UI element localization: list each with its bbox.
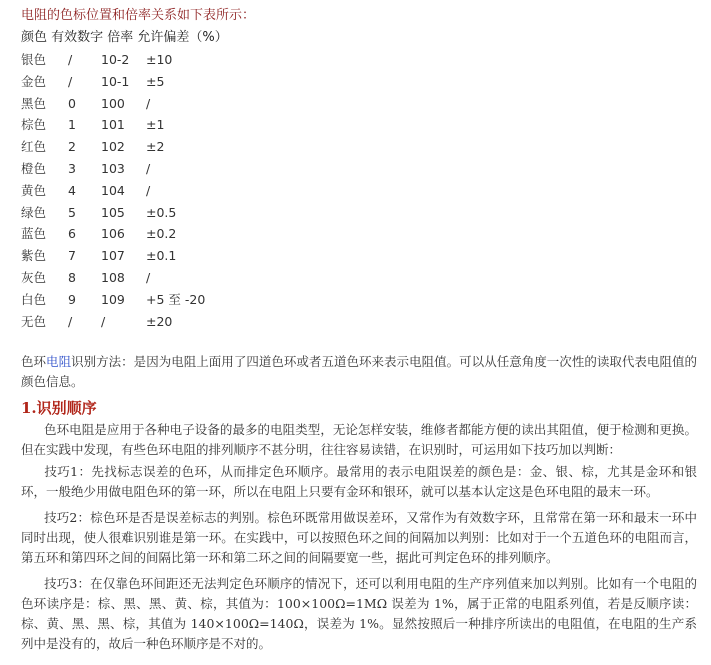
paragraph-tip3-text: 技巧3：在仅靠色环间距还无法判定色环顺序的情况下，还可以利用电阻的生产序列值来加以判别。比如有一个电阻的色环读序是：棕、黑、黑、黄、棕，其值为：100×100Ω=1MΩ 误差为 1%，属于正常的电阻系列值，若是反顺序读：棕、黄、黑、黑、棕，其值为 140×100Ω=140Ω，误差为 1%。显然按照后一种排序所读出的电阻值，在电阻的生产系列中是没有的，故后一种色环顺序是不对的。 (21, 576, 697, 651)
digit-cell: 7 (68, 248, 76, 264)
multiplier-cell: 10-2 (101, 52, 130, 67)
color-name-cell: 白色 (21, 291, 47, 307)
tolerance-cell: ±20 (146, 313, 173, 329)
table-row (0, 226, 711, 242)
table-row (0, 139, 711, 155)
table-row (0, 270, 711, 286)
paragraph-tip2-text: 技巧2：棕色环是否是误差标志的判别。棕色环既常用做误差环，又常作为有效数字环，且常常在第一环和最末一环中同时出现，使人很难识别谁是第一环。在实践中，可以按照色环之间的间隔加以判别：比如对于一个五道色环的电阻而言，第五环和第四环之间的间隔比第一环和第二环之间的间隔要宽一些，据此可判定色环的排列顺序。 (21, 510, 697, 565)
paragraph-tip1-text: 技巧1：先找标志误差的色环，从而排定色环顺序。最常用的表示电阻误差的颜色是：金、银、棕，尤其是金环和银环，一般绝少用做电阻色环的第一环，所以在电阻上只要有金环和银环，就可以基本认定这是色环电阻的最末一环。 (21, 464, 697, 499)
method-suffix: 识别方法：是因为电阻上面用了四道色环或者五道色环来表示电阻值。可以从任意角度一次性的读取代表电阻值的颜色信息。 (21, 354, 697, 389)
tolerance-cell: ±10 (146, 52, 173, 67)
resistor-link[interactable]: 电阻 (46, 354, 72, 369)
section-heading: 1.识别顺序 (21, 399, 97, 417)
paragraph-intro-text: 色环电阻是应用于各种电子设备的最多的电阻类型，无论怎样安装，维修者都能方便的读出其阻值，便于检测和更换。但在实践中发现，有些色环电阻的排列顺序不甚分明，往往容易读错，在识别时，可运用如下技巧加以判断： (21, 422, 697, 457)
multiplier-cell: 105 (101, 204, 125, 220)
color-name-cell: 棕色 (21, 117, 47, 133)
paragraph-tip3 (21, 574, 697, 654)
table-row (0, 117, 711, 133)
tolerance-cell: ±5 (146, 73, 165, 89)
digit-cell: 1 (68, 117, 76, 133)
digit-cell: 8 (68, 270, 76, 285)
tolerance-cell: / (146, 182, 151, 198)
digit-cell: 4 (68, 182, 76, 198)
color-name-cell: 无色 (21, 313, 47, 329)
digit-cell: / (68, 73, 73, 89)
digit-cell: 5 (68, 204, 76, 220)
table-row (0, 248, 711, 264)
tolerance-cell: +5 至 -20 (146, 291, 206, 307)
paragraph-tip2 (21, 508, 697, 568)
tolerance-cell: ±0.2 (146, 226, 177, 242)
method-paragraph (21, 352, 697, 392)
color-name-cell: 银色 (21, 52, 47, 67)
table-row (0, 314, 711, 330)
digit-cell: / (68, 313, 73, 329)
tolerance-cell: ±1 (146, 117, 165, 133)
color-name-cell: 紫色 (21, 248, 47, 264)
table-row (0, 292, 711, 308)
tolerance-cell: ±2 (146, 139, 165, 155)
tolerance-cell: ±0.1 (146, 248, 177, 264)
digit-cell: 3 (68, 161, 76, 176)
digit-cell: 0 (68, 95, 76, 111)
multiplier-cell: 101 (101, 117, 125, 133)
color-name-cell: 金色 (21, 73, 47, 89)
color-name-cell: 灰色 (21, 270, 47, 285)
digit-cell: 9 (68, 291, 76, 307)
paragraph-intro (21, 420, 697, 460)
paragraph-tip1 (21, 462, 697, 502)
color-name-cell: 橙色 (21, 161, 47, 176)
intro-title: 电阻的色标位置和倍率关系如下表所示： (21, 8, 256, 23)
table-row (0, 74, 711, 90)
multiplier-cell: / (101, 313, 106, 329)
digit-cell: 2 (68, 139, 76, 155)
table-row (0, 96, 711, 112)
color-name-cell: 黑色 (21, 95, 47, 111)
multiplier-cell: 108 (101, 270, 125, 285)
digit-cell: 6 (68, 226, 76, 242)
table-header: 颜色 有效数字 倍率 允许偏差（%） (21, 30, 228, 45)
color-name-cell: 黄色 (21, 182, 47, 198)
multiplier-cell: 109 (101, 291, 125, 307)
multiplier-cell: 10-1 (101, 73, 130, 89)
table-row (0, 183, 711, 199)
method-prefix: 色环 (21, 354, 47, 369)
multiplier-cell: 104 (101, 182, 125, 198)
tolerance-cell: / (146, 161, 151, 176)
tolerance-cell: / (146, 95, 151, 111)
tolerance-cell: ±0.5 (146, 204, 177, 220)
multiplier-cell: 102 (101, 139, 125, 155)
multiplier-cell: 103 (101, 161, 125, 176)
table-row (0, 205, 711, 221)
table-row (0, 52, 711, 68)
digit-cell: / (68, 52, 73, 67)
color-name-cell: 绿色 (21, 204, 47, 220)
table-row (0, 161, 711, 177)
multiplier-cell: 106 (101, 226, 125, 242)
color-name-cell: 蓝色 (21, 226, 47, 242)
multiplier-cell: 107 (101, 248, 125, 264)
color-name-cell: 红色 (21, 139, 47, 155)
tolerance-cell: / (146, 270, 151, 285)
multiplier-cell: 100 (101, 95, 125, 111)
